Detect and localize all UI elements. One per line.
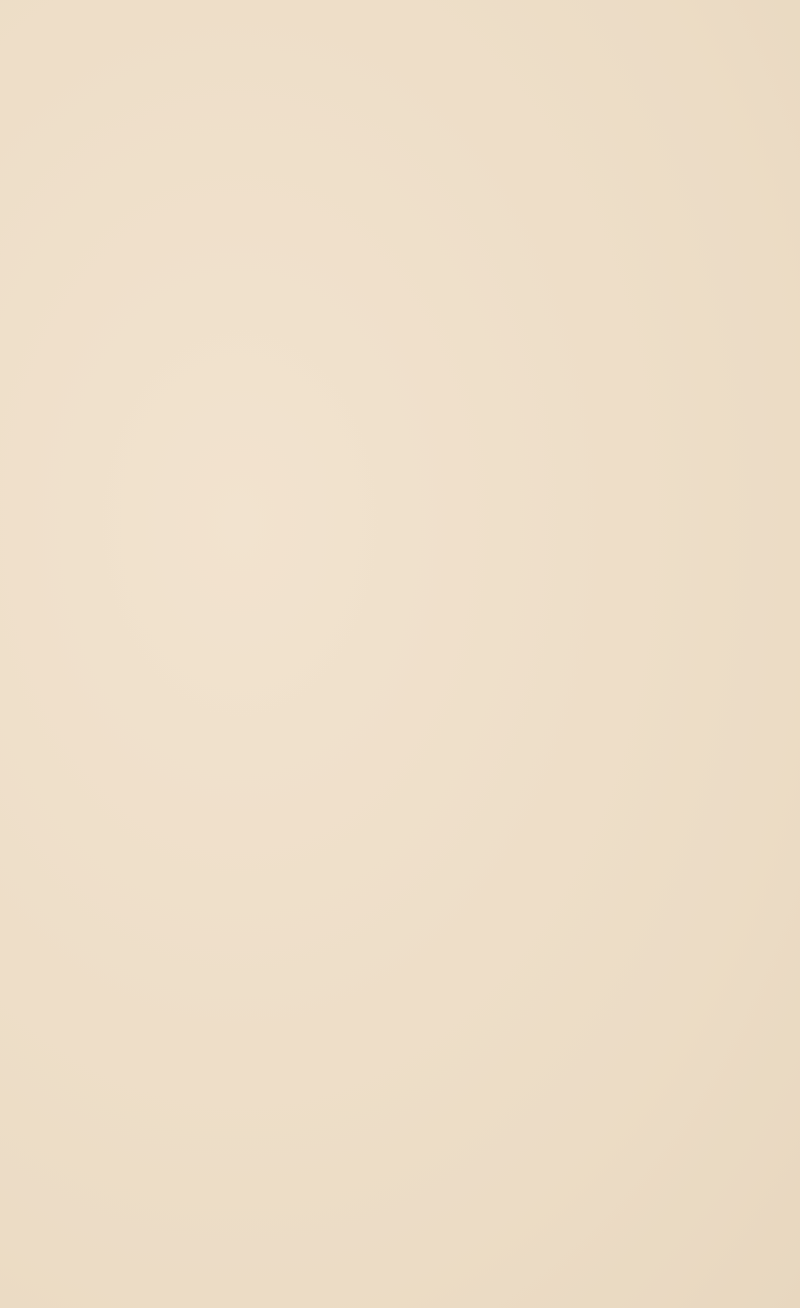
paragraph-new-cases (98, 518, 708, 553)
paragraph-disinfectants (98, 1032, 708, 1067)
paragraph-sanatorium (98, 900, 708, 935)
paragraph-deaths-district (98, 772, 708, 807)
paragraph-county-officer (98, 980, 708, 1015)
